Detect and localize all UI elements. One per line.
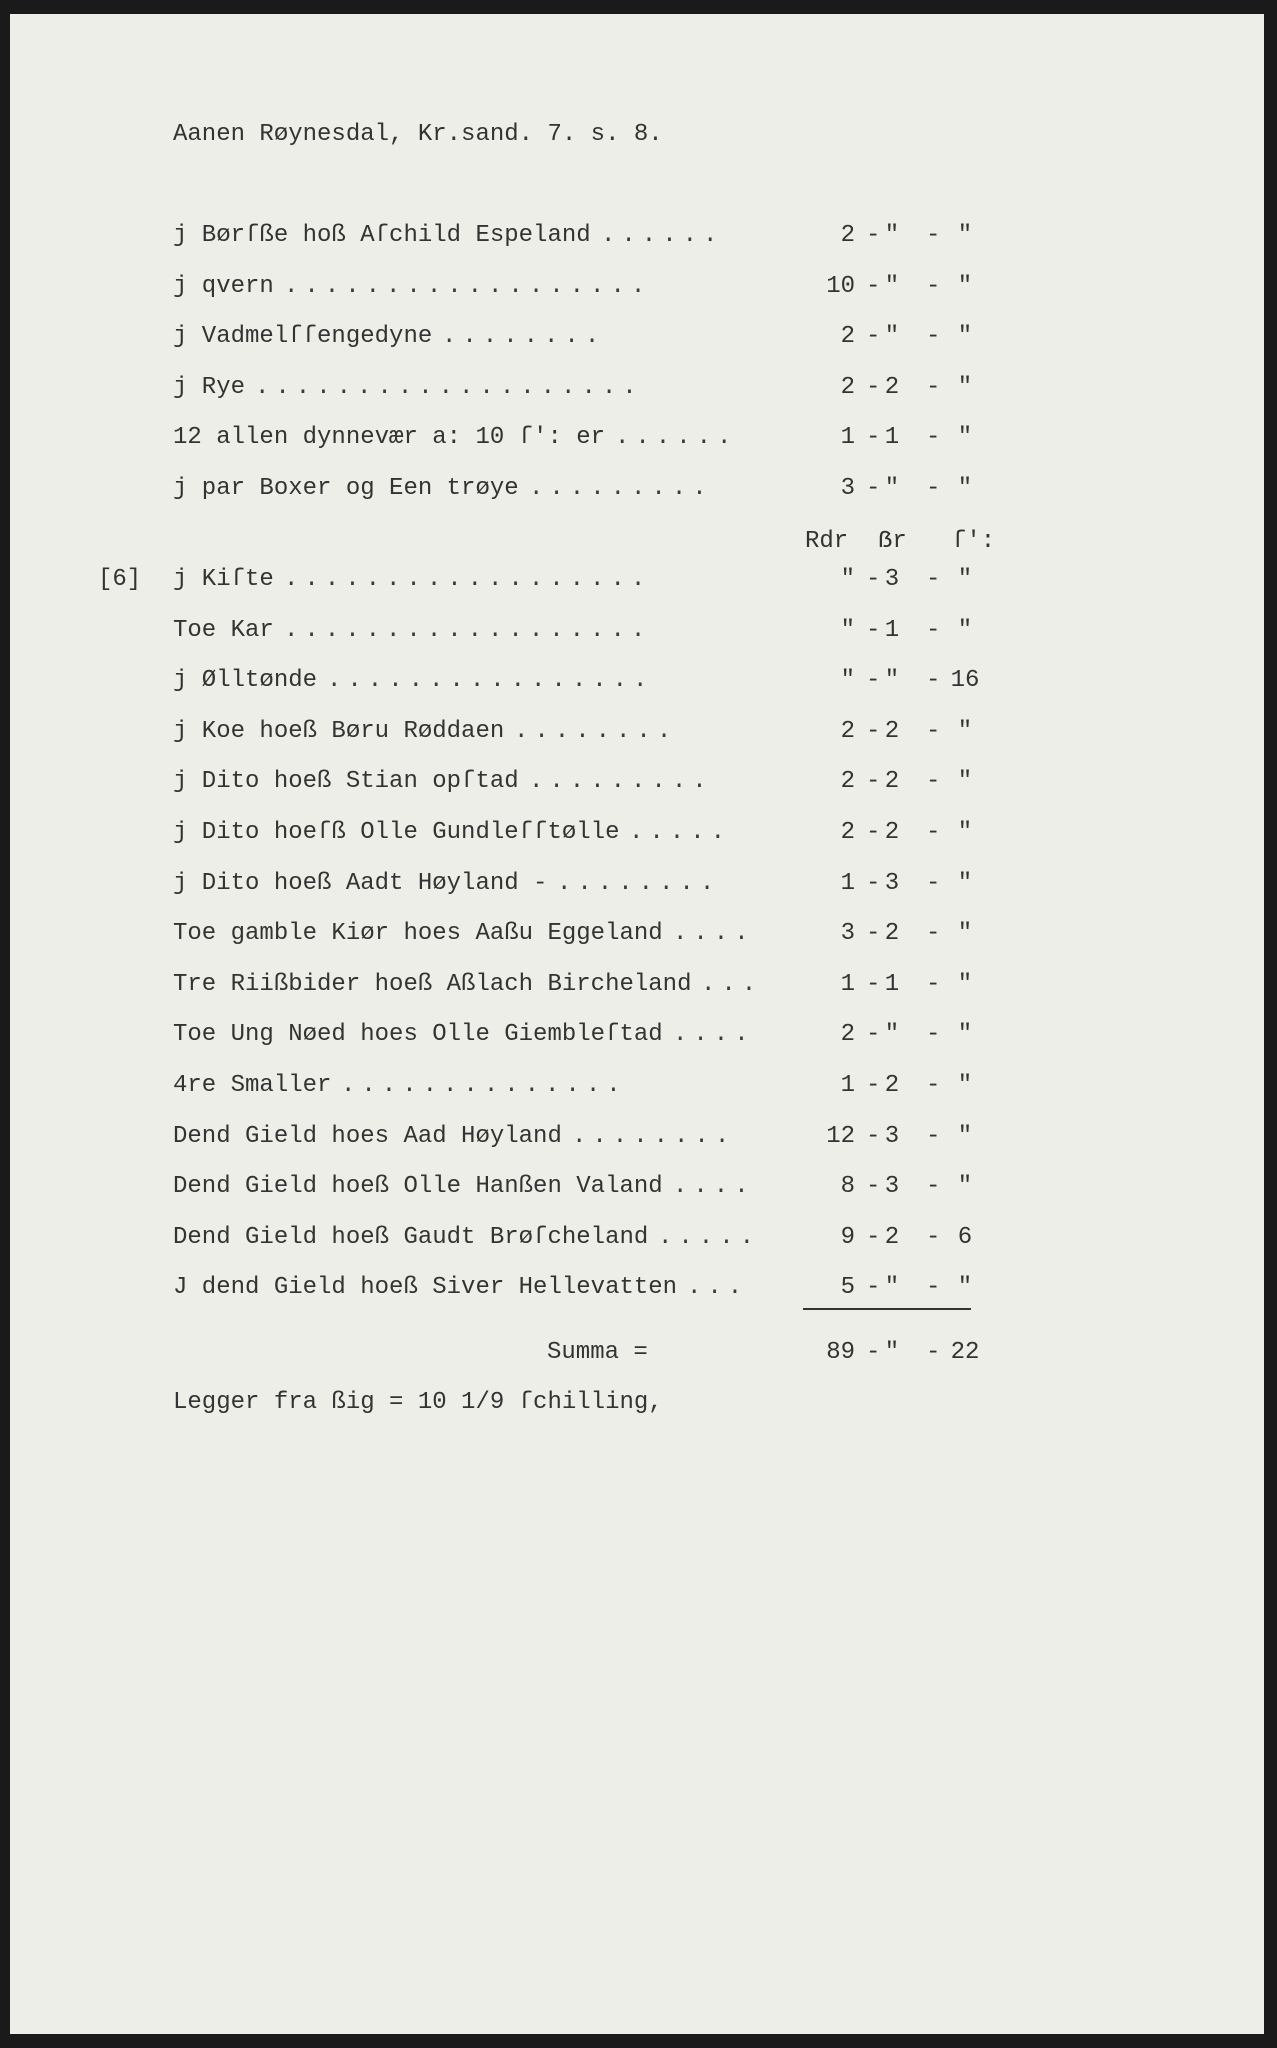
leader-dots: ...... [601,222,724,249]
row-skilling: 16 [950,667,980,695]
leader-dots: ......... [529,768,713,796]
leader-dots: ... [701,970,763,998]
sum-rule [803,1308,971,1310]
dash: - [926,1274,941,1302]
row-mark: " [884,272,900,300]
dash: - [926,920,941,948]
leader-dots: .................. [284,566,652,593]
dash: - [866,1021,881,1049]
row-rdr: 2 [840,1021,855,1049]
page-marker: [6] [98,566,142,593]
dash: - [926,1072,941,1099]
row-skilling: " [957,474,973,502]
dash: - [926,616,941,644]
row-mark: " [884,323,900,350]
row-mark: " [884,222,900,249]
leader-dots: ..... [658,1223,761,1251]
summa-mark: " [884,1339,900,1366]
row-mark: 3 [884,566,900,593]
leader-dots: ................ [327,667,654,695]
leader-dots: ......... [529,474,713,502]
summa-rdr: 89 [826,1339,855,1366]
dash: - [866,920,881,948]
dash: - [926,1223,941,1251]
row-rdr: " [840,616,855,644]
row-label: Dend Gield hoeß Olle Hanßen Valand [173,1173,663,1201]
dash: - [866,1223,881,1251]
column-header-rdr: Rdr [805,528,849,555]
row-mark: 2 [884,768,900,796]
row-label: Toe gamble Kiør hoes Aaßu Eggeland [173,920,663,948]
row-mark: 3 [884,1173,900,1201]
leader-dots: ... [687,1274,749,1302]
dash: - [926,717,941,745]
row-mark: " [884,1021,900,1049]
dash: - [866,323,881,350]
row-mark: 1 [884,424,900,451]
row-label: Dend Gield hoes Aad Høyland [173,1122,562,1150]
row-label: j Kiſte [173,566,274,593]
page-header: Aanen Røynesdal, Kr.sand. 7. s. 8. [173,121,663,148]
dash: - [926,1021,941,1049]
dash: - [866,566,881,593]
row-skilling: " [957,920,973,948]
dash: - [926,869,941,897]
row-label: Toe Kar [173,616,274,644]
row-label: j qvern [173,272,274,300]
column-header-mark: ẞr [878,528,907,555]
row-label: Toe Ung Nøed hoes Olle Giembleſtad [173,1021,663,1049]
leader-dots: ........ [572,1122,736,1150]
row-skilling: " [957,819,973,846]
dash: - [866,869,881,897]
row-rdr: 2 [840,323,855,350]
document-page [10,14,1264,2034]
dash: - [866,1173,881,1201]
leader-dots: ................... [255,373,643,401]
row-mark: " [884,667,900,695]
dash: - [866,1339,881,1366]
row-skilling: " [957,373,973,401]
row-skilling: " [957,1122,973,1150]
row-skilling: " [957,424,973,451]
row-mark: 3 [884,869,900,897]
row-rdr: " [840,566,855,593]
leader-dots: ..... [629,819,732,846]
row-label: j Vadmelſſengedyne [173,323,433,350]
row-rdr: 5 [840,1274,855,1302]
row-skilling: 6 [957,1223,973,1251]
leader-dots: ........ [442,323,606,350]
row-mark: 2 [884,373,900,401]
row-rdr: 1 [840,424,855,451]
row-skilling: " [957,272,973,300]
row-mark: " [884,1274,900,1302]
dash: - [866,1122,881,1150]
row-skilling: " [957,616,973,644]
row-mark: 3 [884,1122,900,1150]
row-mark: " [884,474,900,502]
summa-skilling: 22 [950,1339,980,1366]
row-skilling: " [957,1072,973,1099]
dash: - [866,970,881,998]
row-skilling: " [957,1274,973,1302]
dash: - [926,768,941,796]
leader-dots: .................. [284,616,652,644]
summa-label: Summa = [547,1339,648,1366]
leader-dots: ........ [557,869,721,897]
row-mark: 2 [884,819,900,846]
dash: - [926,1122,941,1150]
row-skilling: " [957,717,973,745]
row-mark: 1 [884,616,900,644]
row-mark: 2 [884,717,900,745]
dash: - [926,566,941,593]
row-rdr: 2 [840,222,855,249]
footer-note: Legger fra ßig = 10 1/9 ſchilling, [173,1389,663,1416]
dash: - [926,424,941,451]
dash: - [926,323,941,350]
row-rdr: 3 [840,474,855,502]
row-label: 12 allen dynnevær a: 10 ſ': er [173,424,606,451]
leader-dots: ...... [615,424,738,451]
dash: - [866,717,881,745]
row-label: Tre Riißbider hoeß Aßlach Bircheland [173,970,692,998]
dash: - [926,1339,941,1366]
row-rdr: 2 [840,717,855,745]
row-rdr: 2 [840,373,855,401]
row-skilling: " [957,869,973,897]
dash: - [926,667,941,695]
row-mark: 2 [884,1072,900,1099]
dash: - [926,819,941,846]
row-mark: 2 [884,920,900,948]
leader-dots: .................. [284,272,652,300]
column-header-skilling: ſ': [952,528,996,555]
row-mark: 2 [884,1223,900,1251]
row-skilling: " [957,1021,973,1049]
row-skilling: " [957,222,973,249]
dash: - [866,1072,881,1099]
row-rdr: 1 [840,1072,855,1099]
row-rdr: 12 [826,1122,855,1150]
dash: - [866,667,881,695]
row-rdr: 8 [840,1173,855,1201]
dash: - [926,222,941,249]
row-label: j par Boxer og Een trøye [173,474,519,502]
leader-dots: .... [673,920,755,948]
dash: - [926,373,941,401]
leader-dots: .... [673,1173,755,1201]
row-rdr: 3 [840,920,855,948]
row-label: j Dito hoeß Aadt Høyland - [173,869,548,897]
row-label: j Ølltønde [173,667,318,695]
dash: - [926,970,941,998]
row-label: Dend Gield hoeß Gaudt Brøſcheland [173,1223,649,1251]
dash: - [866,373,881,401]
row-label: j Koe hoeß Børu Røddaen [173,717,505,745]
dash: - [866,272,881,300]
row-skilling: " [957,768,973,796]
leader-dots: ........ [514,717,678,745]
row-rdr: 1 [840,869,855,897]
row-mark: 1 [884,970,900,998]
row-rdr: 2 [840,819,855,846]
row-skilling: " [957,566,973,593]
row-skilling: " [957,970,973,998]
leader-dots: .... [673,1021,755,1049]
dash: - [926,272,941,300]
row-label: j Rye [173,373,246,401]
dash: - [866,474,881,502]
dash: - [866,819,881,846]
dash: - [866,768,881,796]
dash: - [866,222,881,249]
row-skilling: " [957,323,973,350]
dash: - [926,1173,941,1201]
row-label: 4re Smaller [173,1072,332,1099]
row-label: j Børſße hoß Aſchild Espeland [173,222,591,249]
row-rdr: 1 [840,970,855,998]
dash: - [866,1274,881,1302]
row-rdr: " [840,667,855,695]
dash: - [926,474,941,502]
row-skilling: " [957,1173,973,1201]
dash: - [866,424,881,451]
row-rdr: 9 [840,1223,855,1251]
row-label: j Dito hoeß Stian opſtad [173,768,519,796]
row-rdr: 2 [840,768,855,796]
dash: - [866,616,881,644]
row-rdr: 10 [826,272,855,300]
leader-dots: .............. [341,1072,627,1099]
row-label: J dend Gield hoeß Siver Hellevatten [173,1274,678,1302]
row-label: j Dito hoeſß Olle Gundleſſtølle [173,819,620,846]
